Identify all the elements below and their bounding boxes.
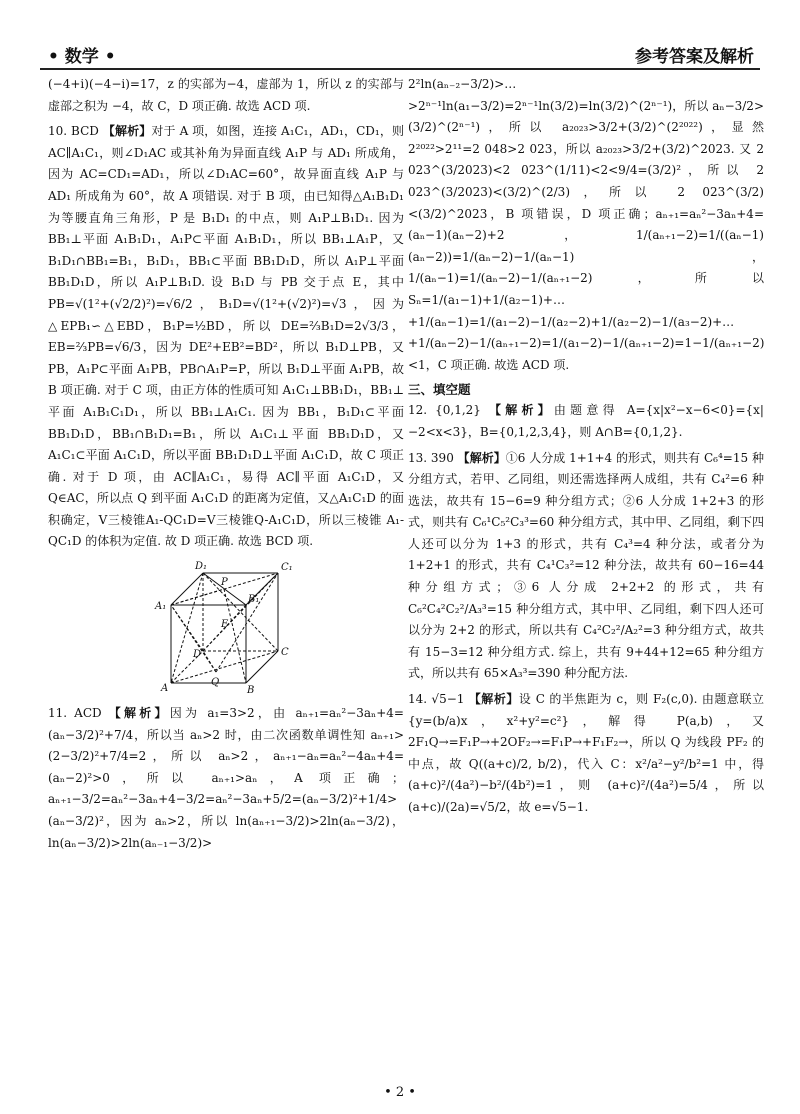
right-column (408, 74, 764, 1070)
header-title: 参考答案及解析 (635, 47, 754, 67)
question-14 (408, 689, 764, 819)
question-11 (48, 703, 404, 854)
q11-answer: 11. ACD (48, 706, 102, 721)
edge-qd (203, 651, 216, 672)
q14-tag: 【解析】 (468, 692, 519, 707)
question-13 (408, 448, 764, 686)
label-d1: D₁ (195, 561, 208, 573)
section-title-fill-in: 三、填空题 (408, 382, 471, 398)
label-e: E (221, 619, 229, 631)
q12-answer: 12. {0,1,2} (408, 403, 481, 418)
label-b1: B₁ (248, 594, 260, 606)
cube-diagram (141, 557, 311, 697)
q12-tag: 【解析】 (488, 403, 554, 418)
q14-answer: 14. √5−1 (408, 692, 465, 707)
q11-tag: 【解析】 (108, 706, 170, 721)
page-header (40, 38, 760, 70)
page-number: • 2 • (384, 1085, 416, 1100)
label-q: Q (211, 677, 220, 689)
label-c: C (281, 647, 289, 659)
q11-continuation: 2²ln(aₙ₋₂−3/2)>…>2ⁿ⁻¹ln(a₁−3/2)=2ⁿ⁻¹ln(3/2)=ln(3/2)^(2ⁿ⁻¹)，所以 aₙ−3/2>(3/2)^(2ⁿ⁻¹)，所以 a₂₀₂₃>3/2+(3/2)^(2²⁰²²)，显然 2²⁰²²>2¹¹=2 048>2 023，所以 a₂₀₂₃>3/2+(3/2)^2023. 又 2 023^(3/2023)<2 023^(1/11)<2<9/4=(3/2)²，所以 2 023^(3/2023)<(3/2)^(2/3)，所以 2 023^(3/2)<(3/2)^2023，B 项错误，D 项正确；aₙ₊₁=aₙ²−3aₙ+4=(aₙ−1)(aₙ−2)+2，1/(aₙ₊₁−2)=1/((aₙ−1)(aₙ−2))=1/(aₙ−2)−1/(aₙ−1)，1/(aₙ−1)=1/(aₙ−2)−1/(aₙ₊₁−2)，所以 Sₙ=1/(a₁−1)+1/(a₂−1)+…+1/(aₙ−1)=1/(a₁−2)−1/(a₂−2)+1/(a₂−2)−1/(a₃−2)+…+1/(aₙ−2)−1/(aₙ₊₁−2)=1/(a₁−2)−1/(aₙ₊₁−2)=1−1/(aₙ₊₁−2)<1，C 项正确. 故选 ACD 项. (408, 77, 764, 372)
q11-text: 因为 a₁=3>2，由 aₙ₊₁=aₙ²−3aₙ+4=(aₙ−3/2)²+7/4，所以当 aₙ>2 时，由二次函数单调性知 aₙ₊₁>(2−3/2)²+7/4=2，所以 aₙ>2，aₙ₊₁−aₙ=aₙ²−4aₙ+4=(aₙ−2)²>0，所以 aₙ₊₁>aₙ，A 项正确；aₙ₊₁−3/2=aₙ²−3aₙ+4−3/2=aₙ²−3aₙ+5/2=(aₙ−3/2)²+1/4>(aₙ−3/2)²，因为 aₙ>2，所以 ln(aₙ₊₁−3/2)>2ln(aₙ−3/2)，ln(aₙ−3/2)>2ln(aₙ₋₁−3/2)> (48, 706, 404, 850)
question-10 (48, 121, 404, 553)
q10-text: 对于 A 项，如图，连接 A₁C₁，AD₁，CD₁，则 AC∥A₁C₁，则∠D₁AC 或其补角为异面直线 A₁P 与 AD₁ 所成角，因为 AC=CD₁=AD₁，所以∠D₁AC=60°，故异面直线 A₁P 与 AD₁ 所成角为 60°，故 A 项错误. 对于 B 项，由已知得△A₁B₁D₁ 为等腰直角三角形，P 是 B₁D₁ 的中点，则 A₁P⊥B₁D₁. 因为 BB₁⊥平面 A₁B₁D₁，A₁P⊂平面 A₁B₁D₁，所以 BB₁⊥A₁P，又 B₁D₁∩BB₁=B₁，B₁D₁，BB₁⊂平面 BB₁D₁D，所以 A₁P⊥平面 BB₁D₁D，所以 A₁P⊥B₁D. 设 B₁D 与 PB 交于点 E，其中 PB=√(1²+(√2/2)²)=√6/2，B₁D=√(1²+(√2)²)=√3，因为△EPB₁∽△EBD，B₁P=½BD，所以 DE=⅔B₁D=2√3/3，EB=⅔PB=√6/3，因为 DE²+EB²=BD²，所以 B₁D⊥PB，又 PB，A₁P⊂平面 A₁PB，PB∩A₁P=P，所以 B₁D⊥平面 A₁PB，故 B 项正确. 对于 C 项，由正方体的性质可知 A₁C₁⊥BB₁D₁，BB₁⊥平面 A₁B₁C₁D₁，所以 BB₁⊥A₁C₁. 因为 BB₁，B₁D₁⊂平面 BB₁D₁D，BB₁∩B₁D₁=B₁，所以 A₁C₁⊥平面 BB₁D₁D，又 A₁C₁⊂平面 A₁C₁D，所以平面 BB₁D₁D⊥平面 A₁C₁D，故 C 项正确. 对于 D 项，由 AC∥A₁C₁，易得 AC∥平面 A₁C₁D，又 Q∈AC，所以点 Q 到平面 A₁C₁D 的距离为定值，又△A₁C₁D 的面积确定，V三棱锥A₁-QC₁D=V三棱锥Q-A₁C₁D，所以三棱锥 A₁-QC₁D 的体积为定值. 故 D 项正确. 故选 BCD 项. (48, 124, 404, 549)
subject-label: • 数学 • (48, 47, 116, 67)
q13-answer: 13. 390 (408, 450, 454, 465)
q13-text: ①6 人分成 1+1+4 的形式，则共有 C₆⁴=15 种分组方式，若甲、乙同组，则还需选择两人成组，共有 C₄²=6 种选法，故共有 15−6=9 种分组方式；②6 人分成 1+2+3 的形式，则共有 C₆¹C₅²C₃³=60 种分组方式，其中甲、乙同组，剩下四人还可以分为 1+3 的形式，共有 C₄³=4 种分法，或者分为 1+2+1 的形式，共有 C₄¹C₃²=12 种分法，故共有 60−16=44 种分组方式；③6 人分成 2+2+2 的形式，共有 C₆²C₄²C₂²/A₃³=15 种分组方式，其中甲、乙同组，剩下四人还可以分为 2+2 的形式，所以共有 C₄²C₂²/A₂²=3 种分组方式，故共有 15−3=12 种分组方式. 综上，共有 9+44+12=65 种分组方式，所以共有 65×A₃³=390 种分配方法. (408, 450, 764, 681)
q12-text: 由题意得 A={x|x²−x−6<0}={x|−2<x<3}，B={0,1,2,3,4}，则 A∩B={0,1,2}. (408, 403, 764, 439)
question-12 (408, 400, 764, 443)
label-a1: A₁ (155, 601, 167, 613)
q14-text: 设 C 的半焦距为 c，则 F₂(c,0). 由题意联立 {y=(b/a)x，x²+y²=c²}，解得 P(a,b)，又 2F₁Q→=F₁P→+2OF₂→=F₁P→+F₁F₂→，所以 Q 为线段 PF₂ 的中点，故 Q((a+c)/2, b/2)，代入 C：x²/a²−y²/b²=1 中，得 (a+c)²/(4a²)−b²/(4b²)=1，则 (a+c)²/(4a²)=5/4，所以 (a+c)/(2a)=√5/2，故 e=√5−1. (408, 692, 764, 814)
label-a: A (161, 683, 169, 695)
left-column (48, 74, 404, 1070)
edge-bc (246, 651, 278, 683)
q9-continuation: (−4+i)(−4−i)=17，z 的实部为−4，虚部为 1，所以 z 的实部与虚部之积为 −4，故 C，D 项正确. 故选 ACD 项. (48, 77, 404, 113)
cube-figure (48, 557, 404, 699)
q10-tag: 【解析】 (102, 124, 152, 139)
label-b: B (247, 685, 255, 697)
q10-answer: 10. BCD (48, 124, 99, 139)
label-p: P (221, 577, 228, 589)
label-d: D (193, 649, 202, 661)
label-c1: C₁ (281, 562, 293, 574)
q13-tag: 【解析】 (457, 450, 506, 465)
